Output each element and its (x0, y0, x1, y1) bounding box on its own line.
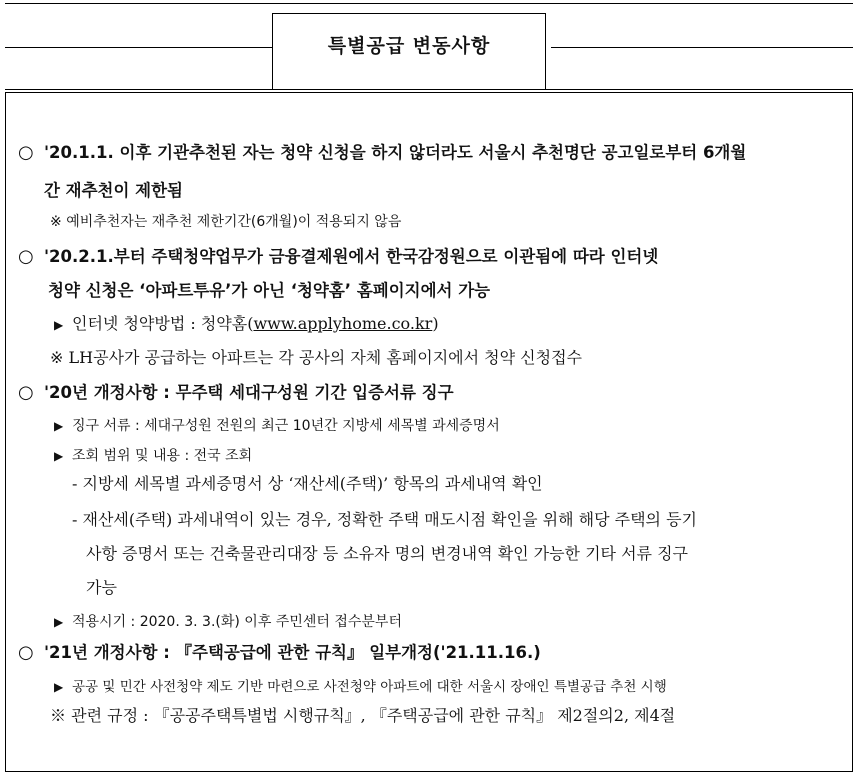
title-box (272, 13, 546, 89)
triangle-bullet-icon: ▶ (54, 615, 64, 629)
circle-bullet: ○ (18, 142, 34, 163)
section-2-note: ※ LH공사가 공급하는 아파트는 각 공사의 자체 홈페이지에서 청약 신청접수 (50, 348, 582, 367)
section-2-heading: ○ '20.2.1.부터 주택청약업무가 금융결제원에서 한국감정원으로 이관됨에 따라 인터넷 (18, 246, 659, 267)
triangle-bullet-icon: ▶ (54, 680, 64, 694)
circle-bullet: ○ (18, 246, 34, 267)
section-1-note: ※ 예비추천자는 재추천 제한기간(6개월)이 적용되지 않음 (50, 214, 402, 230)
section-3-dash-2: - 재산세(주택) 과세내역이 있는 경우, 정확한 주택 매도시점 확인을 위해 해당 주택의 등기 (72, 510, 697, 529)
section-3-item-1: ▶ 징구 서류 : 세대구성원 전원의 최근 10년간 지방세 세목별 과세증명서 (54, 418, 500, 434)
section-3-dash-1: - 지방세 세목별 과세증명서 상 ‘재산세(주택)’ 항목의 과세내역 확인 (72, 474, 543, 493)
header-rule-right (551, 47, 853, 48)
section-3-heading: ○ '20년 개정사항 : 무주택 세대구성원 기간 입증서류 징구 (18, 382, 454, 403)
section-4-item: ▶ 공공 및 민간 사전청약 제도 기반 마련으로 사전청약 아파트에 대한 서울시 장애인 특별공급 추천 시행 (54, 679, 667, 695)
section-4-heading: ○ '21년 개정사항 : 『주택공급에 관한 규칙』 일부개정('21.11.16.) (18, 642, 541, 663)
applyhome-link[interactable]: www.applyhome.co.kr (253, 314, 433, 333)
circle-bullet: ○ (18, 382, 34, 403)
section-3-item-2: ▶ 조회 범위 및 내용 : 전국 조회 (54, 448, 253, 464)
content-panel (5, 92, 853, 772)
section-2-heading-cont: 청약 신청은 ‘아파트투유’가 아닌 ‘청약홈’ 홈페이지에서 가능 (48, 281, 491, 300)
header-rule-left (5, 47, 277, 48)
section-4-note: ※ 관련 규정 : 『공공주택특별법 시행규칙』, 『주택공급에 관한 규칙』 제2절의2, 제4절 (50, 706, 676, 725)
triangle-bullet-icon: ▶ (54, 419, 64, 433)
page-title: 특별공급 변동사항 (327, 35, 491, 57)
section-1-heading: ○ '20.1.1. 이후 기관추천된 자는 청약 신청을 하지 않더라도 서울시 추천명단 공고일로부터 6개월 (18, 142, 747, 163)
section-1-heading-cont: 간 재추천이 제한됨 (44, 181, 184, 200)
section-2-item: ▶ 인터넷 청약방법 : 청약홈(www.applyhome.co.kr) (54, 314, 439, 333)
triangle-bullet-icon: ▶ (54, 318, 64, 332)
section-3-item-3: ▶ 적용시기 : 2020. 3. 3.(화) 이후 주민센터 접수분부터 (54, 614, 402, 630)
triangle-bullet-icon: ▶ (54, 449, 64, 463)
section-3-dash-2-cont2: 가능 (86, 578, 117, 597)
section-3-dash-2-cont: 사항 증명서 또는 건축물관리대장 등 소유자 명의 변경내역 확인 가능한 기타 서류 징구 (86, 544, 688, 563)
circle-bullet: ○ (18, 642, 34, 663)
